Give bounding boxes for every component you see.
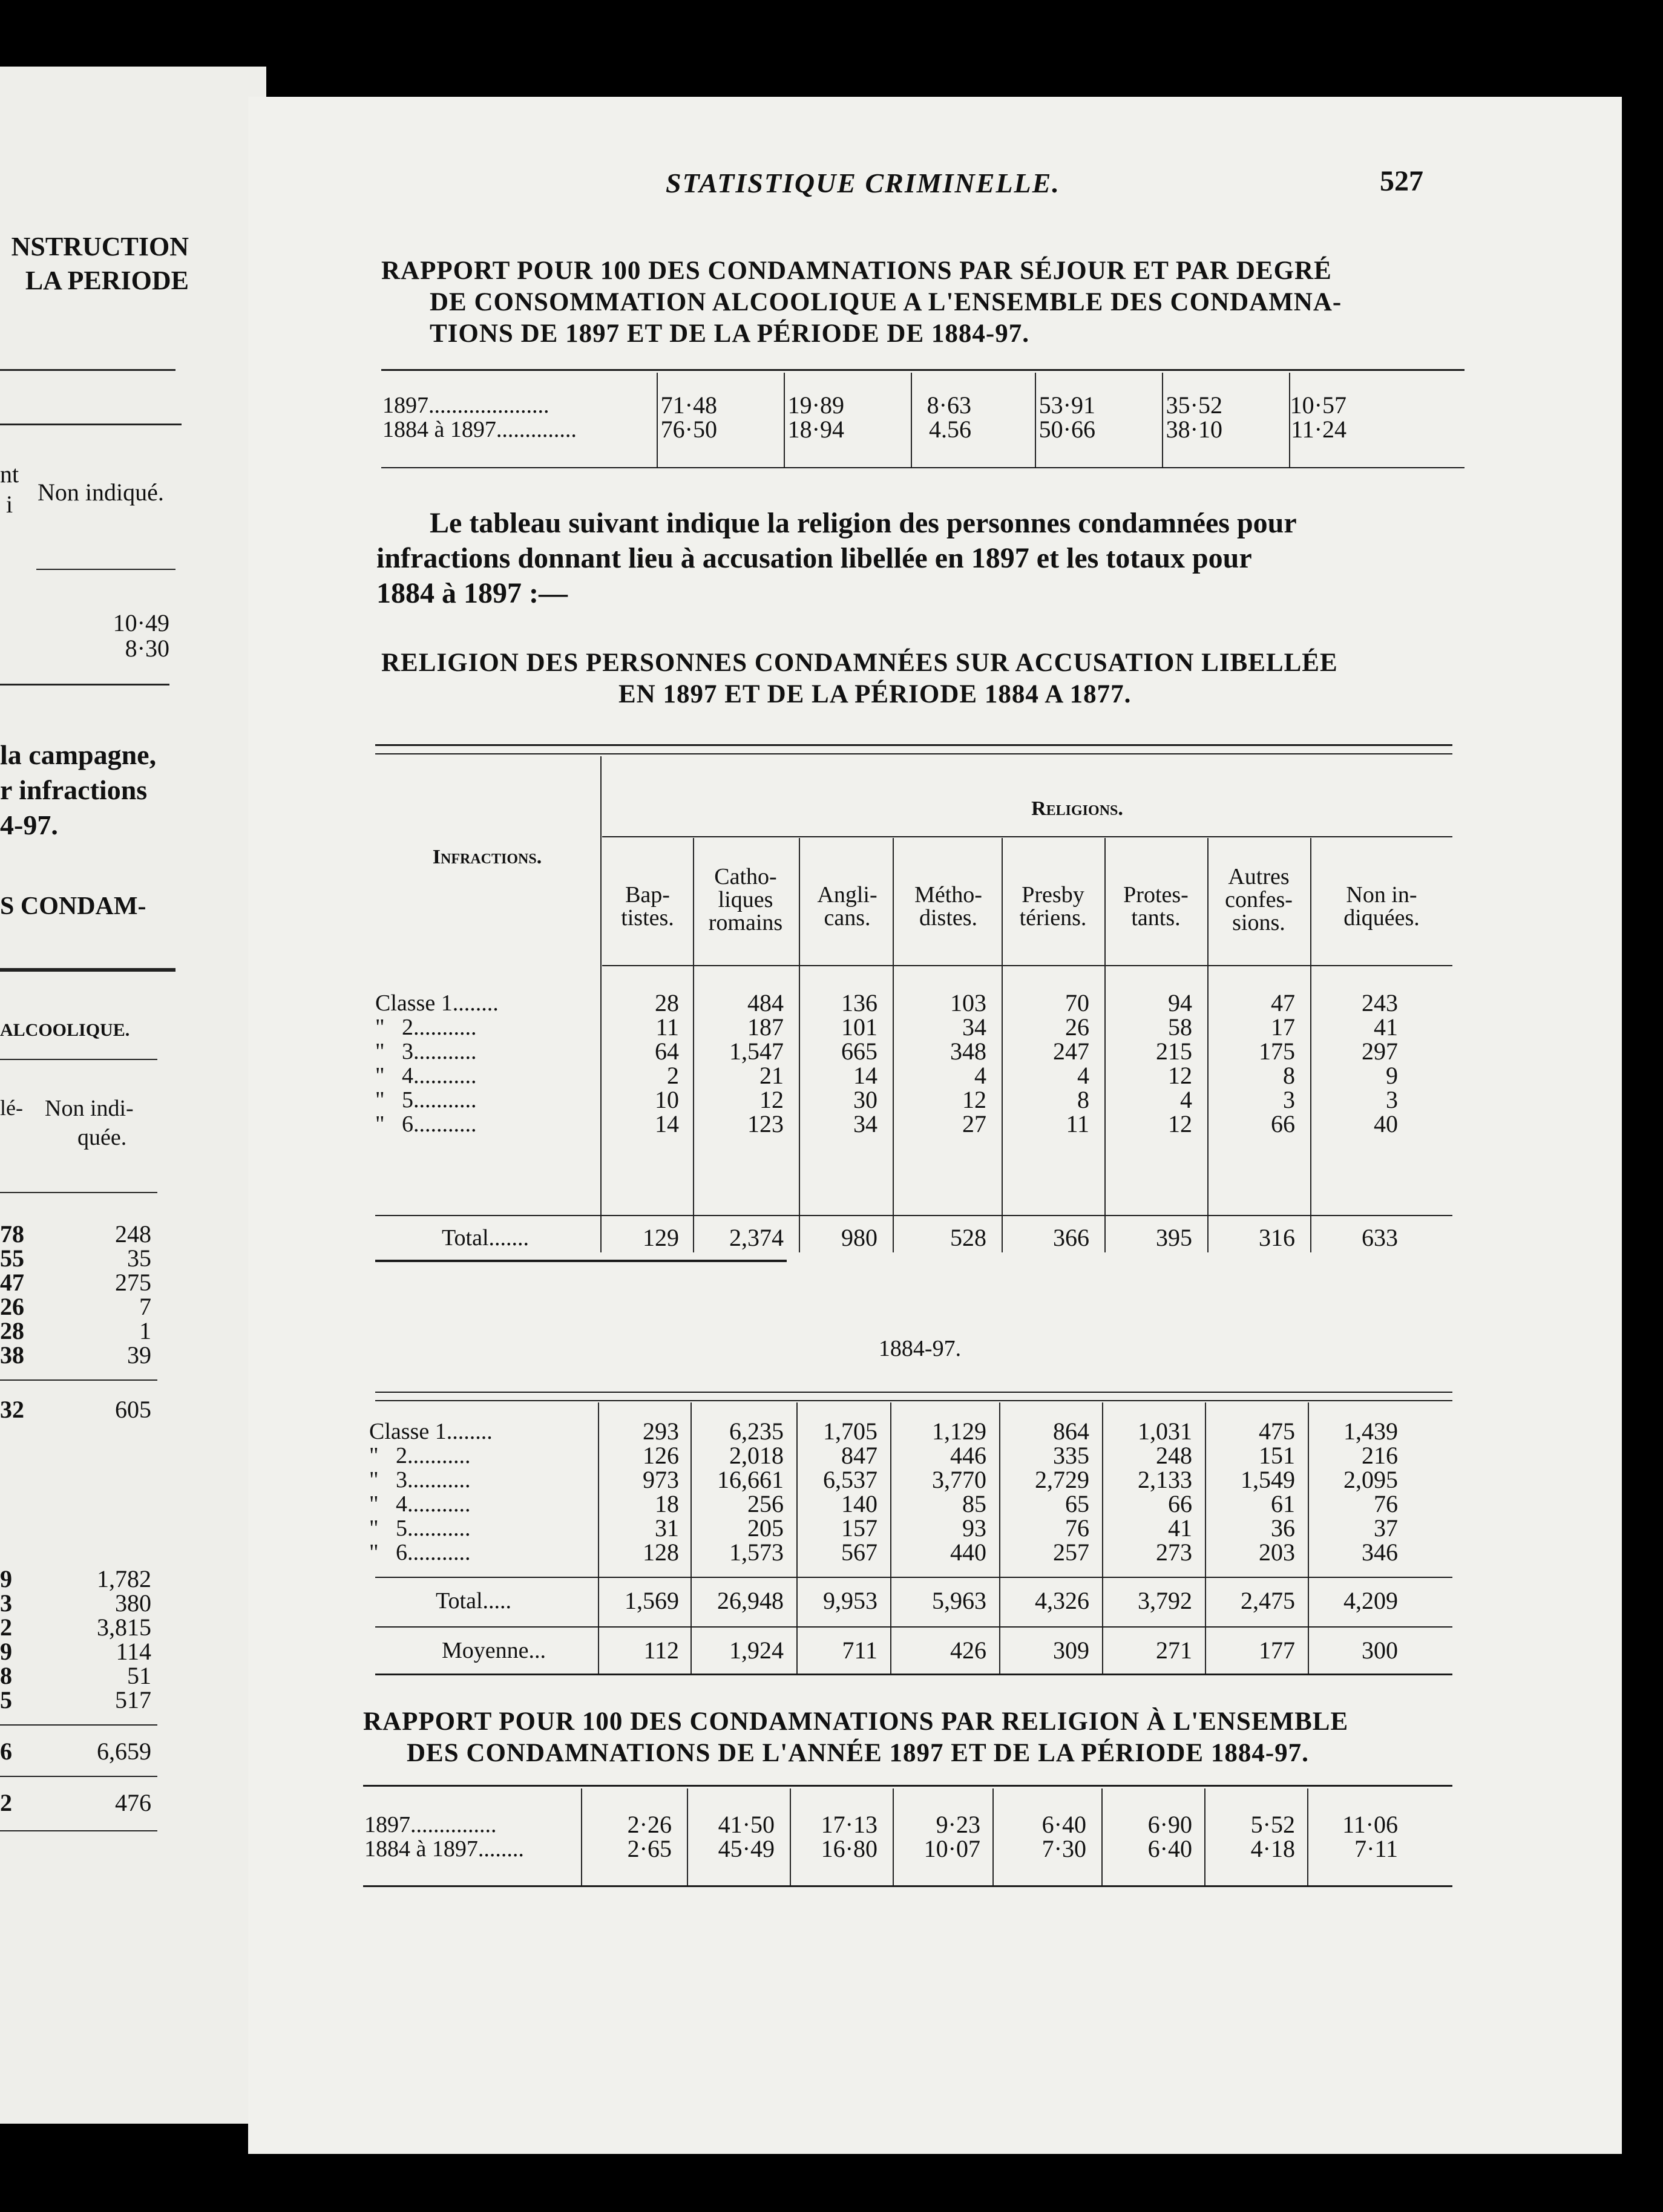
section3-cell: 2·65 — [627, 1835, 672, 1862]
section1-row-label: 1884 à 1897.............. — [382, 417, 577, 442]
religion-cell: 136 — [841, 989, 877, 1016]
religion-cell: 37 — [1374, 1514, 1398, 1542]
left-page-fragment — [0, 67, 266, 2124]
religion-cell: 2,018 — [729, 1442, 784, 1469]
religion-cell: 36 — [1271, 1514, 1295, 1542]
section1-cell: 4.56 — [929, 416, 971, 443]
total-cell: 633 — [1362, 1224, 1398, 1251]
religion-cell: 8 — [1077, 1086, 1089, 1113]
religion-cell: 8 — [1283, 1062, 1295, 1089]
religion-cell: 256 — [747, 1490, 784, 1517]
section3-cell: 6·90 — [1147, 1811, 1192, 1838]
left-heading-2: S CONDAM- — [0, 892, 146, 920]
total-cell: 316 — [1259, 1224, 1295, 1251]
religion-cell: 1,129 — [932, 1418, 986, 1445]
religion-cell: 34 — [853, 1110, 877, 1137]
classe-row-label: Classe 1........ — [369, 1419, 493, 1444]
average-cell: 177 — [1259, 1637, 1295, 1664]
classe-row-label: " 2........... — [375, 1015, 477, 1040]
section2-top-rule — [375, 744, 1452, 746]
period-column-divider — [1102, 1402, 1103, 1674]
left-table3-avg: 476 — [115, 1789, 151, 1816]
left-table3-left-digits: 9 3 2 9 8 5 — [0, 1565, 12, 1713]
religion-cell: 27 — [962, 1110, 986, 1137]
religion-cell: 187 — [747, 1013, 784, 1041]
religion-cell: 41 — [1168, 1514, 1192, 1542]
religion-cell: 76 — [1065, 1514, 1089, 1542]
section2-top-rule-2 — [375, 753, 1452, 754]
religion-column-header: Bap- — [625, 882, 670, 908]
religion-cell: 123 — [747, 1110, 784, 1137]
total-cell: 129 — [643, 1224, 679, 1251]
document-page — [248, 97, 1622, 2154]
section1-cell: 50·66 — [1038, 416, 1095, 443]
religion-cell: 1,547 — [729, 1038, 784, 1065]
section1-cell: 11·24 — [1291, 416, 1346, 443]
religion-cell: 2,133 — [1138, 1466, 1192, 1493]
religion-cell: 3,770 — [932, 1466, 986, 1493]
religion-cell: 484 — [747, 989, 784, 1016]
total-cell: 395 — [1156, 1224, 1192, 1251]
total-cell: 528 — [950, 1224, 986, 1251]
section1-row-label: 1897..................... — [382, 393, 549, 418]
religion-column-header: tants. — [1131, 905, 1181, 931]
left-heading-line-1: NSTRUCTION — [11, 232, 189, 261]
section2-heading-line-2: EN 1897 ET DE LA PÉRIODE 1884 A 1877. — [618, 680, 1132, 708]
period-column-divider — [999, 1402, 1000, 1674]
section3-column-divider — [1307, 1788, 1308, 1885]
section1-cell: 38·10 — [1166, 416, 1222, 443]
left-rule — [0, 1059, 157, 1060]
religion-cell: 21 — [759, 1062, 784, 1089]
left-heading-3: ALCOOLIQUE. — [0, 1020, 130, 1040]
section1-heading-line-2: DE CONSOMMATION ALCOOLIQUE A L'ENSEMBLE DES CONDAMNA- — [430, 288, 1342, 316]
left-rule — [0, 1776, 157, 1777]
section1-cell: 76·50 — [660, 416, 717, 443]
religion-cell: 215 — [1156, 1038, 1192, 1065]
total-cell: 366 — [1053, 1224, 1089, 1251]
classe-row-label: " 3........... — [375, 1039, 477, 1064]
religion-cell: 28 — [655, 989, 679, 1016]
total-cell: 9,953 — [823, 1587, 877, 1614]
religion-cell: 346 — [1362, 1539, 1398, 1566]
religion-column-header: diquées. — [1343, 905, 1420, 931]
average-cell: 309 — [1053, 1637, 1089, 1664]
religion-cell: 2,095 — [1343, 1466, 1398, 1493]
left-col-head2-line-2: quée. — [77, 1125, 127, 1150]
left-heading-line-2: LA PERIODE — [25, 266, 189, 295]
religion-cell: 17 — [1271, 1013, 1295, 1041]
religion-column-divider — [1310, 838, 1311, 1252]
section3-row-label: 1884 à 1897........ — [364, 1836, 524, 1862]
left-sub-fragment: lé- — [0, 1096, 23, 1120]
religion-cell: 126 — [643, 1442, 679, 1469]
section1-bottom-rule — [381, 467, 1465, 468]
religion-cell: 34 — [962, 1013, 986, 1041]
section3-cell: 6·40 — [1041, 1811, 1086, 1838]
section3-cell: 41·50 — [718, 1811, 775, 1838]
section1-column-divider — [784, 373, 785, 467]
total-cell: 3,792 — [1138, 1587, 1192, 1614]
religion-cell: 65 — [1065, 1490, 1089, 1517]
intro-line-3: 1884 à 1897 :— — [376, 577, 568, 609]
religion-cell: 14 — [655, 1110, 679, 1137]
religion-cell: 30 — [853, 1086, 877, 1113]
section1-cell: 8·63 — [927, 391, 971, 419]
religion-cell: 348 — [950, 1038, 986, 1065]
religion-cell: 47 — [1271, 989, 1295, 1016]
religion-cell: 2,729 — [1035, 1466, 1089, 1493]
religion-cell: 175 — [1259, 1038, 1295, 1065]
religion-column-divider — [1207, 838, 1209, 1252]
religion-cell: 4 — [1180, 1086, 1192, 1113]
section1-column-divider — [1162, 373, 1163, 467]
classe-row-label: " 5........... — [375, 1087, 477, 1113]
section3-top-rule — [363, 1785, 1452, 1787]
section3-cell: 45·49 — [718, 1835, 775, 1862]
religion-cell: 103 — [950, 989, 986, 1016]
infractions-column-divider — [600, 756, 602, 1252]
classe-row-label: " 4........... — [375, 1063, 477, 1088]
left-table2-total-left: 32 — [0, 1396, 24, 1423]
table-1897-total-rule — [375, 1215, 1452, 1216]
religion-cell: 40 — [1374, 1110, 1398, 1137]
period-column-divider — [796, 1402, 798, 1674]
section3-column-divider — [1101, 1788, 1103, 1885]
left-rule — [0, 1724, 157, 1726]
religion-cell: 3 — [1283, 1086, 1295, 1113]
average-cell: 112 — [643, 1637, 679, 1664]
religion-cell: 58 — [1168, 1013, 1192, 1041]
section3-cell: 6·40 — [1147, 1835, 1192, 1862]
religion-cell: 12 — [1168, 1110, 1192, 1137]
religion-cell: 6,235 — [729, 1418, 784, 1445]
classe-row-label: " 6........... — [369, 1540, 471, 1565]
religion-cell: 248 — [1156, 1442, 1192, 1469]
left-rule — [0, 1830, 157, 1831]
section3-cell: 4·18 — [1250, 1835, 1295, 1862]
religion-cell: 567 — [841, 1539, 877, 1566]
left-rule — [36, 569, 175, 570]
religion-cell: 273 — [1156, 1539, 1192, 1566]
religion-cell: 297 — [1362, 1038, 1398, 1065]
section1-column-divider — [657, 373, 658, 467]
religion-cell: 1,573 — [729, 1539, 784, 1566]
section3-row-label: 1897............... — [364, 1812, 497, 1837]
religion-cell: 66 — [1271, 1110, 1295, 1137]
religion-cell: 216 — [1362, 1442, 1398, 1469]
religion-column-header: tériens. — [1019, 905, 1087, 931]
period-column-divider — [890, 1402, 891, 1674]
section1-cell: 53·91 — [1038, 391, 1095, 419]
left-col-fragment-a: nt — [0, 460, 19, 488]
religion-column-divider — [799, 838, 800, 1252]
left-table3-values: 1,782 380 3,815 114 51 517 — [97, 1565, 151, 1713]
infractions-header: Infractions. — [432, 846, 542, 868]
religion-cell: 11 — [655, 1013, 679, 1041]
section1-top-rule — [381, 369, 1465, 371]
section3-bottom-rule — [363, 1885, 1452, 1887]
left-rule — [0, 369, 175, 371]
total-cell: 1,569 — [625, 1587, 679, 1614]
average-cell: 426 — [950, 1637, 986, 1664]
religion-column-divider — [1104, 838, 1106, 1252]
religion-cell: 335 — [1053, 1442, 1089, 1469]
section1-cell: 10·57 — [1290, 391, 1346, 419]
religion-column-header: Presby — [1022, 882, 1084, 908]
total-row-label: Total..... — [436, 1588, 512, 1614]
religion-column-header: distes. — [919, 905, 978, 931]
left-para-line-3: 4-97. — [0, 810, 58, 840]
section3-cell: 17·13 — [821, 1811, 877, 1838]
left-rule — [0, 424, 182, 425]
religion-cell: 11 — [1066, 1110, 1089, 1137]
religion-column-header: sions. — [1232, 910, 1285, 935]
average-cell: 300 — [1362, 1637, 1398, 1664]
religion-column-divider — [693, 838, 694, 1252]
left-table2-total: 605 — [115, 1396, 151, 1423]
period-column-divider — [1308, 1402, 1309, 1674]
average-cell: 271 — [1156, 1637, 1192, 1664]
religions-underline — [602, 836, 1452, 837]
religion-cell: 475 — [1259, 1418, 1295, 1445]
section1-heading-line-3: TIONS DE 1897 ET DE LA PÉRIODE DE 1884-97. — [430, 319, 1029, 348]
section3-cell: 7·30 — [1041, 1835, 1086, 1862]
left-para-line-2: r infractions — [0, 774, 148, 805]
religion-cell: 12 — [1168, 1062, 1192, 1089]
religion-column-header: Angli- — [817, 882, 877, 908]
classe-row-label: " 4........... — [369, 1491, 471, 1517]
left-table2-values: 248 35 275 7 1 39 — [115, 1220, 151, 1369]
period-column-divider — [690, 1402, 692, 1674]
page-number: 527 — [1380, 165, 1423, 197]
religion-cell: 64 — [655, 1038, 679, 1065]
period-average-rule — [375, 1626, 1452, 1628]
section3-cell: 5·52 — [1250, 1811, 1295, 1838]
left-value: 10·49 — [113, 609, 169, 636]
left-rule — [0, 1192, 157, 1193]
section3-column-divider — [581, 1788, 582, 1885]
section2-heading-line-1: RELIGION DES PERSONNES CONDAMNÉES SUR ACCUSATION LIBELLÉE — [381, 649, 1338, 677]
religion-cell: 1,031 — [1138, 1418, 1192, 1445]
period-top-rule-2 — [375, 1400, 1452, 1401]
religion-cell: 61 — [1271, 1490, 1295, 1517]
section3-cell: 7·11 — [1354, 1835, 1398, 1862]
intro-line-1: Le tableau suivant indique la religion des personnes condamnées pour — [430, 507, 1297, 539]
religion-column-header: cans. — [824, 905, 871, 931]
left-col-head2-line-1: Non indi- — [45, 1096, 134, 1121]
section3-column-divider — [1204, 1788, 1205, 1885]
religion-cell: 973 — [643, 1466, 679, 1493]
classe-row-label: " 5........... — [369, 1516, 471, 1541]
religion-cell: 6,537 — [823, 1466, 877, 1493]
period-label: 1884-97. — [878, 1336, 962, 1361]
religion-cell: 76 — [1374, 1490, 1398, 1517]
section3-cell: 16·80 — [821, 1835, 877, 1862]
religion-cell: 3 — [1386, 1086, 1398, 1113]
total-cell: 4,209 — [1343, 1587, 1398, 1614]
total-cell: 26,948 — [717, 1587, 784, 1614]
header-bottom-rule — [602, 965, 1452, 966]
religion-column-header: Métho- — [914, 882, 982, 908]
religion-cell: 205 — [747, 1514, 784, 1542]
religion-cell: 4 — [1077, 1062, 1089, 1089]
table-1897-bottom-rule — [375, 1260, 787, 1262]
religion-column-header: Catho- — [714, 864, 777, 889]
religion-cell: 70 — [1065, 989, 1089, 1016]
classe-row-label: " 6........... — [375, 1111, 477, 1137]
section3-cell: 9·23 — [936, 1811, 980, 1838]
religion-cell: 9 — [1386, 1062, 1398, 1089]
section3-column-divider — [790, 1788, 791, 1885]
religion-cell: 243 — [1362, 989, 1398, 1016]
period-top-rule — [375, 1392, 1452, 1393]
classe-row-label: " 3........... — [369, 1467, 471, 1493]
religion-column-header: tistes. — [621, 905, 674, 931]
religion-cell: 247 — [1053, 1038, 1089, 1065]
left-rule — [0, 1379, 157, 1381]
intro-line-2: infractions donnant lieu à accusation libellée en 1897 et les totaux pour — [376, 542, 1252, 574]
religion-cell: 31 — [655, 1514, 679, 1542]
religion-cell: 41 — [1374, 1013, 1398, 1041]
left-para-line-1: la campagne, — [0, 739, 157, 770]
religion-cell: 665 — [841, 1038, 877, 1065]
religion-cell: 1,705 — [823, 1418, 877, 1445]
average-cell: 1,924 — [729, 1637, 784, 1664]
religion-cell: 440 — [950, 1539, 986, 1566]
religion-column-header: romains — [708, 910, 783, 935]
period-total-rule — [375, 1577, 1452, 1578]
religion-cell: 16,661 — [717, 1466, 784, 1493]
classe-row-label: Classe 1........ — [375, 990, 499, 1016]
section3-cell: 11·06 — [1342, 1811, 1398, 1838]
section3-column-divider — [992, 1788, 994, 1885]
religion-column-header: Protes- — [1123, 882, 1189, 908]
religion-cell: 1,549 — [1241, 1466, 1295, 1493]
section3-cell: 10·07 — [923, 1835, 980, 1862]
left-table3-total-left: 6 — [0, 1738, 12, 1765]
period-column-divider — [598, 1402, 599, 1674]
religion-cell: 93 — [962, 1514, 986, 1542]
left-rule — [0, 684, 169, 686]
religion-column-header: Non in- — [1346, 882, 1417, 908]
religion-cell: 157 — [841, 1514, 877, 1542]
religion-cell: 12 — [759, 1086, 784, 1113]
religion-cell: 4 — [974, 1062, 986, 1089]
section3-heading-line-1: RAPPORT POUR 100 DES CONDAMNATIONS PAR RELIGION À L'ENSEMBLE — [363, 1707, 1349, 1736]
section1-column-divider — [1035, 373, 1036, 467]
religion-cell: 864 — [1053, 1418, 1089, 1445]
section3-heading-line-2: DES CONDAMNATIONS DE L'ANNÉE 1897 ET DE LA PÉRIODE 1884-97. — [407, 1739, 1309, 1767]
religion-cell: 446 — [950, 1442, 986, 1469]
total-cell: 2,475 — [1241, 1587, 1295, 1614]
religion-cell: 94 — [1168, 989, 1192, 1016]
religion-cell: 10 — [655, 1086, 679, 1113]
section1-cell: 19·89 — [787, 391, 844, 419]
religion-column-divider — [893, 838, 894, 1252]
religion-column-header: Autres — [1228, 864, 1290, 889]
section1-heading-line-1: RAPPORT POUR 100 DES CONDAMNATIONS PAR SÉJOUR ET PAR DEGRÉ — [381, 257, 1332, 285]
religion-cell: 151 — [1259, 1442, 1295, 1469]
left-rule — [0, 968, 175, 972]
religions-header: Religions. — [1031, 797, 1123, 820]
religion-cell: 140 — [841, 1490, 877, 1517]
religion-cell: 128 — [643, 1539, 679, 1566]
religion-cell: 66 — [1168, 1490, 1192, 1517]
religion-cell: 12 — [962, 1086, 986, 1113]
left-col-head: Non indiqué. — [38, 479, 164, 506]
religion-cell: 14 — [853, 1062, 877, 1089]
period-column-divider — [1205, 1402, 1206, 1674]
section1-column-divider — [911, 373, 912, 467]
religion-cell: 101 — [841, 1013, 877, 1041]
section3-column-divider — [687, 1788, 688, 1885]
religion-cell: 293 — [643, 1418, 679, 1445]
section3-column-divider — [893, 1788, 894, 1885]
section1-cell: 71·48 — [660, 391, 717, 419]
religion-cell: 257 — [1053, 1539, 1089, 1566]
left-table3-avg-left: 2 — [0, 1789, 12, 1816]
section1-cell: 35·52 — [1166, 391, 1222, 419]
religion-column-divider — [1002, 838, 1003, 1252]
religion-cell: 18 — [655, 1490, 679, 1517]
total-cell: 4,326 — [1035, 1587, 1089, 1614]
left-value: 8·30 — [125, 635, 169, 662]
average-cell: 711 — [842, 1637, 877, 1664]
religion-cell: 26 — [1065, 1013, 1089, 1041]
section1-column-divider — [1289, 373, 1290, 467]
section1-cell: 18·94 — [787, 416, 844, 443]
running-title: STATISTIQUE CRIMINELLE. — [666, 168, 1060, 198]
religion-cell: 2 — [667, 1062, 679, 1089]
religion-cell: 203 — [1259, 1539, 1295, 1566]
religion-cell: 85 — [962, 1490, 986, 1517]
period-bottom-rule — [375, 1674, 1452, 1675]
religion-column-header: confes- — [1225, 887, 1293, 912]
classe-row-label: " 2........... — [369, 1443, 471, 1468]
total-row-label: Total....... — [442, 1225, 530, 1251]
left-col-fragment-b: i — [6, 491, 13, 518]
left-table3-total: 6,659 — [97, 1738, 151, 1765]
total-cell: 980 — [841, 1224, 877, 1251]
total-cell: 5,963 — [932, 1587, 986, 1614]
total-cell: 2,374 — [729, 1224, 784, 1251]
religion-cell: 1,439 — [1343, 1418, 1398, 1445]
left-table2-left-digits: 78 55 47 26 28 38 — [0, 1220, 24, 1369]
average-row-label: Moyenne... — [442, 1638, 546, 1663]
section3-cell: 2·26 — [627, 1811, 672, 1838]
religion-column-header: liques — [718, 887, 773, 912]
religion-cell: 847 — [841, 1442, 877, 1469]
